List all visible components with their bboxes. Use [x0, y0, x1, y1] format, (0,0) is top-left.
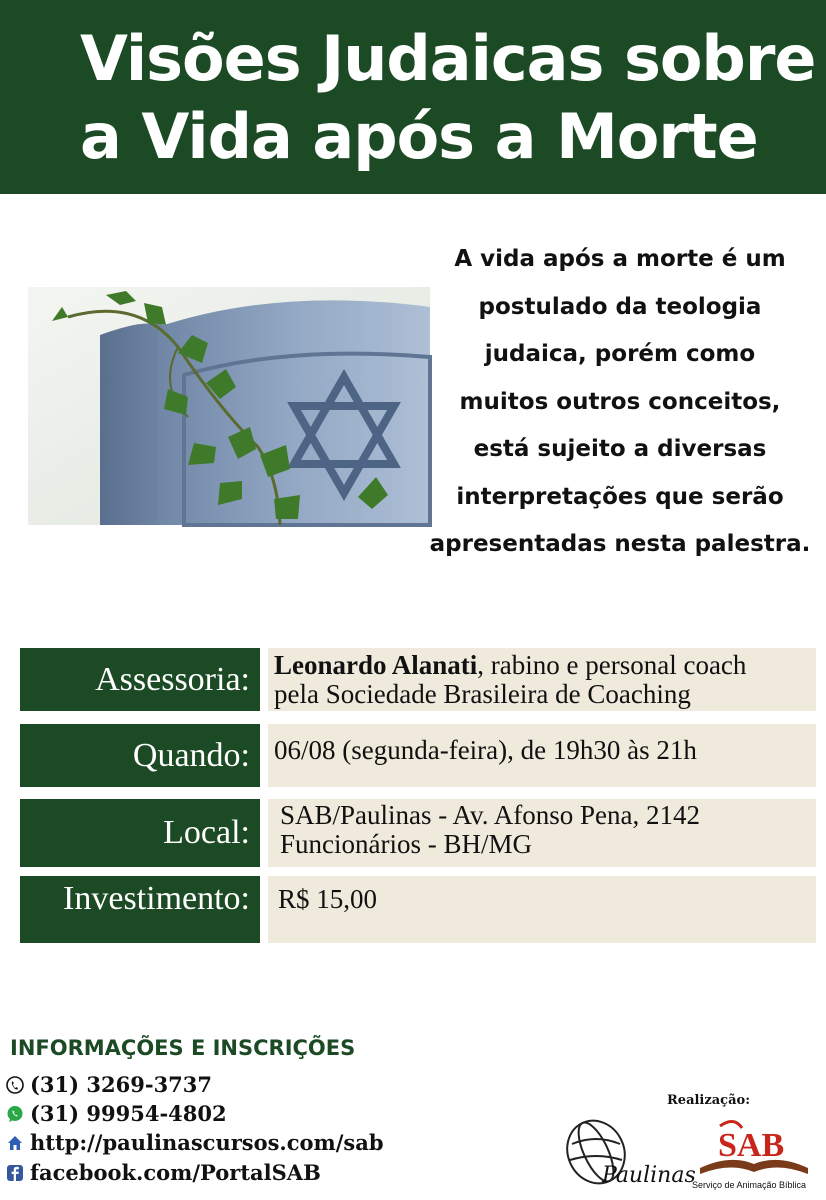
intro-line: interpretações que serão — [456, 483, 784, 510]
phone-icon — [6, 1073, 24, 1091]
contact-facebook[interactable] — [6, 1159, 321, 1187]
contact-website[interactable] — [6, 1129, 384, 1157]
local-value — [268, 799, 816, 867]
gravestone-photo — [28, 287, 430, 525]
realizacao-label: Realização: — [667, 1093, 750, 1108]
intro-text — [424, 236, 816, 569]
info-row-assessoria — [20, 648, 816, 711]
intro-line: A vida após a morte é um — [454, 246, 786, 272]
info-row-investimento — [20, 876, 816, 943]
assessoria-value — [268, 648, 816, 711]
quando-label: Quando: — [20, 724, 260, 787]
facebook-icon — [6, 1161, 24, 1179]
page-title-line1: Visões Judaicas sobre — [80, 22, 816, 95]
info-row-local — [20, 799, 816, 867]
home-icon — [6, 1131, 24, 1149]
page-title-line2: a Vida após a Morte — [80, 100, 758, 173]
speaker-description: , rabino e personal coach — [477, 650, 747, 680]
intro-line: muitos outros conceitos, — [459, 388, 781, 415]
sab-logo — [690, 1106, 818, 1192]
speaker-name: Leonardo Alanati — [274, 650, 478, 680]
paulinas-wordmark: Paulinas — [602, 1163, 696, 1188]
quando-value: 06/08 (segunda-feira), de 19h30 às 21h — [268, 724, 816, 787]
speaker-description-line2: pela Sociedade Brasileira de Coaching — [274, 679, 691, 709]
website-link[interactable]: http://paulinascursos.com/sab — [30, 1130, 384, 1155]
header-banner — [0, 0, 826, 194]
investimento-value: R$ 15,00 — [268, 876, 816, 943]
local-address-line2: Funcionários - BH/MG — [280, 829, 532, 859]
contact-whatsapp — [6, 1100, 227, 1128]
whatsapp-icon — [6, 1102, 24, 1120]
whatsapp-number: (31) 99954-4802 — [30, 1101, 227, 1126]
facebook-link[interactable]: facebook.com/PortalSAB — [30, 1160, 321, 1185]
sab-subtitle: Serviço de Animação Bíblica — [692, 1180, 807, 1190]
paulinas-logo — [562, 1112, 696, 1188]
phone-number: (31) 3269-3737 — [30, 1072, 213, 1097]
info-row-quando — [20, 724, 816, 787]
local-address-line1: SAB/Paulinas - Av. Afonso Pena, 2142 — [280, 800, 701, 830]
local-label: Local: — [20, 799, 260, 867]
intro-line: está sujeito a diversas — [473, 436, 767, 462]
contact-title: INFORMAÇÕES E INSCRIÇÕES — [10, 1036, 356, 1060]
sab-wordmark: SAB — [718, 1127, 785, 1164]
intro-line: apresentadas nesta palestra. — [429, 531, 811, 557]
assessoria-label: Assessoria: — [20, 648, 260, 711]
investimento-label: Investimento: — [20, 876, 260, 943]
intro-line: judaica, porém como — [484, 341, 756, 367]
intro-line: postulado da teologia — [478, 293, 762, 320]
contact-phone — [6, 1071, 212, 1099]
